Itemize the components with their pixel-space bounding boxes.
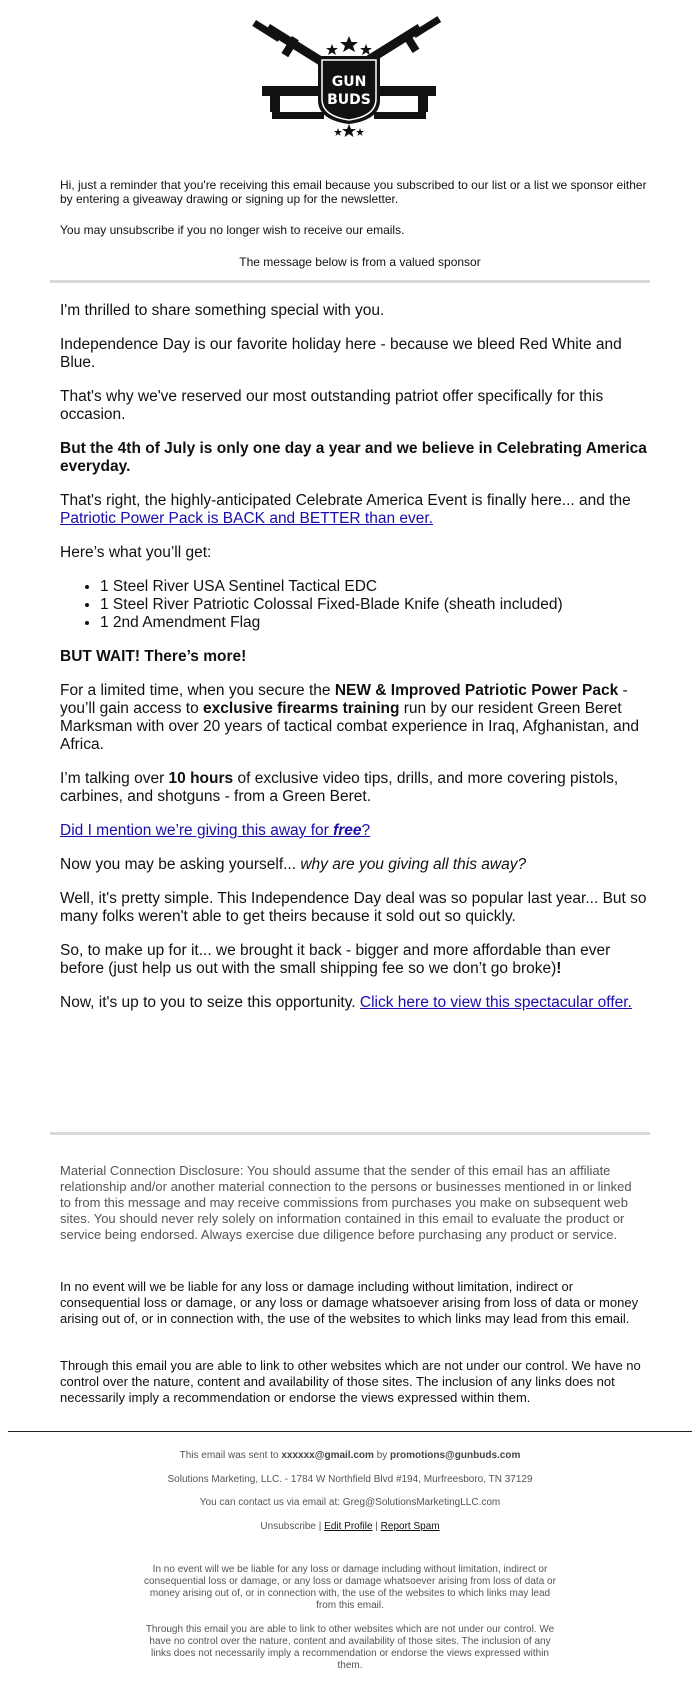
report-spam-link[interactable]: Report Spam <box>380 1521 440 1532</box>
logo-text-buds: BUDS <box>327 92 371 108</box>
gun-buds-logo <box>252 16 446 148</box>
body-paragraph: Independence Day is our favorite holiday here - because we bleed Red White and Blue. <box>60 336 622 371</box>
power-pack-link[interactable]: Patriotic Power Pack is BACK and BETTER than ever. <box>60 510 434 527</box>
body-paragraph <box>60 822 650 840</box>
body-paragraph-bold: BUT WAIT! There’s more! <box>60 648 247 665</box>
external-links-disclaimer: Through this email you are able to link to other websites which are not under our control. We have no control over the nature, content and availability of those sites. The inclusion of any links does not necessarily imply a recommendation or endorse the views expressed within them. <box>60 1358 641 1405</box>
view-offer-link[interactable]: Click here to view this spectacular offer. <box>359 994 632 1011</box>
list-item: • 1 Steel River Patriotic Colossal Fixed-Blade Knife (sheath included) <box>100 596 650 614</box>
body-paragraph: That's right, the highly-anticipated Celebrate America Event is finally here... and the Patriotic Power Pack is BACK and BETTER than ever. <box>60 492 631 527</box>
divider <box>50 1132 650 1135</box>
body-paragraph: That's why we've reserved our most outstanding patriot offer specifically for this occasion. <box>60 388 604 423</box>
unsubscribe-note: You may unsubscribe if you no longer wish to receive our emails. <box>60 223 405 237</box>
free-offer-link[interactable]: Did I mention we’re giving this away for free? <box>60 822 371 839</box>
subscription-reminder: Hi, just a reminder that you're receiving this email because you subscribed to our list or a list we sponsor either by entering a giveaway drawing or signing up for the newsletter. <box>60 178 647 206</box>
footer-divider <box>8 1431 692 1432</box>
logo-text-gun: GUN <box>331 74 367 90</box>
body-paragraph: Well, it's pretty simple. This Independence Day deal was so popular last year... But so many folks weren't able to get theirs because it sold out so quickly. <box>60 890 647 925</box>
body-paragraph: Now, it's up to you to seize this opportunity. Click here to view this spectacular offer. <box>60 994 632 1011</box>
footer-links-disclaimer: Through this email you are able to link to other websites which are not under our control. We have no control over the nature, content and availability of those sites. The inclusion of any links does not necessarily imply a recommendation or endorse the views expressed within them. <box>145 1624 555 1671</box>
contact-line: You can contact us via email at: Greg@SolutionsMarketingLLC.com <box>199 1497 501 1508</box>
body-paragraph: I'm thrilled to share something special with you. <box>60 302 385 319</box>
offer-list <box>60 578 650 632</box>
unsubscribe-link[interactable]: Unsubscribe <box>260 1521 316 1532</box>
body-paragraph-bold: But the 4th of July is only one day a year and we believe in Celebrating America everyday. <box>60 440 647 475</box>
sponsor-note: The message below is from a valued sponsor <box>239 255 481 269</box>
body-paragraph: I’m talking over 10 hours of exclusive video tips, drills, and more covering pistols, carbines, and shotguns - from a Green Beret. <box>60 770 619 805</box>
message-body <box>60 302 650 1028</box>
material-connection-disclosure: Material Connection Disclosure: You should assume that the sender of this email has an affiliate relationship and/or another material connection to the persons or businesses mentioned in or linked to from this message and may receive commissions from purchases you make on subsequent web sites. You should never rely solely on information contained in this email to evaluate the product or service being endorsed. Always exercise due diligence before purchasing any product or service. <box>60 1163 632 1242</box>
edit-profile-link[interactable]: Edit Profile <box>324 1521 373 1532</box>
body-paragraph: Here’s what you’ll get: <box>60 544 212 561</box>
footer-links: Unsubscribe | Edit Profile | Report Spam <box>260 1521 440 1532</box>
body-paragraph: For a limited time, when you secure the NEW & Improved Patriotic Power Pack - you’ll gain access to exclusive firearms training run by our resident Green Beret Marksman with over 20 years of tactical combat experience in Iraq, Afghanistan, and Africa. <box>60 682 639 753</box>
liability-disclaimer: In no event will we be liable for any loss or damage including without limitation, indirect or consequential loss or damage, or any loss or damage whatsoever arising from loss of data or money arising out of, or in connection with, the use of the websites to which links may lead from this email. <box>60 1279 639 1326</box>
sent-to-line: This email was sent to xxxxxx@gmail.com by promotions@gunbuds.com <box>179 1450 521 1461</box>
divider <box>50 280 650 283</box>
body-paragraph: So, to make up for it... we brought it back - bigger and more affordable than ever before (just help us out with the small shipping fee so we don’t go broke)! <box>60 942 611 977</box>
list-item: • 1 Steel River USA Sentinel Tactical EDC <box>100 578 650 596</box>
footer-liability-disclaimer: In no event will we be liable for any loss or damage including without limitation, indirect or consequential loss or damage, or any loss or damage whatsoever arising from loss of data or money arising out of, or in connection with, the use of the websites to which links may lead from this email. <box>144 1564 556 1611</box>
list-item: • 1 2nd Amendment Flag <box>100 614 650 632</box>
body-paragraph: Now you may be asking yourself... why are you giving all this away? <box>60 856 527 873</box>
company-address: Solutions Marketing, LLC. - 1784 W Northfield Blvd #194, Murfreesboro, TN 37129 <box>167 1474 533 1485</box>
